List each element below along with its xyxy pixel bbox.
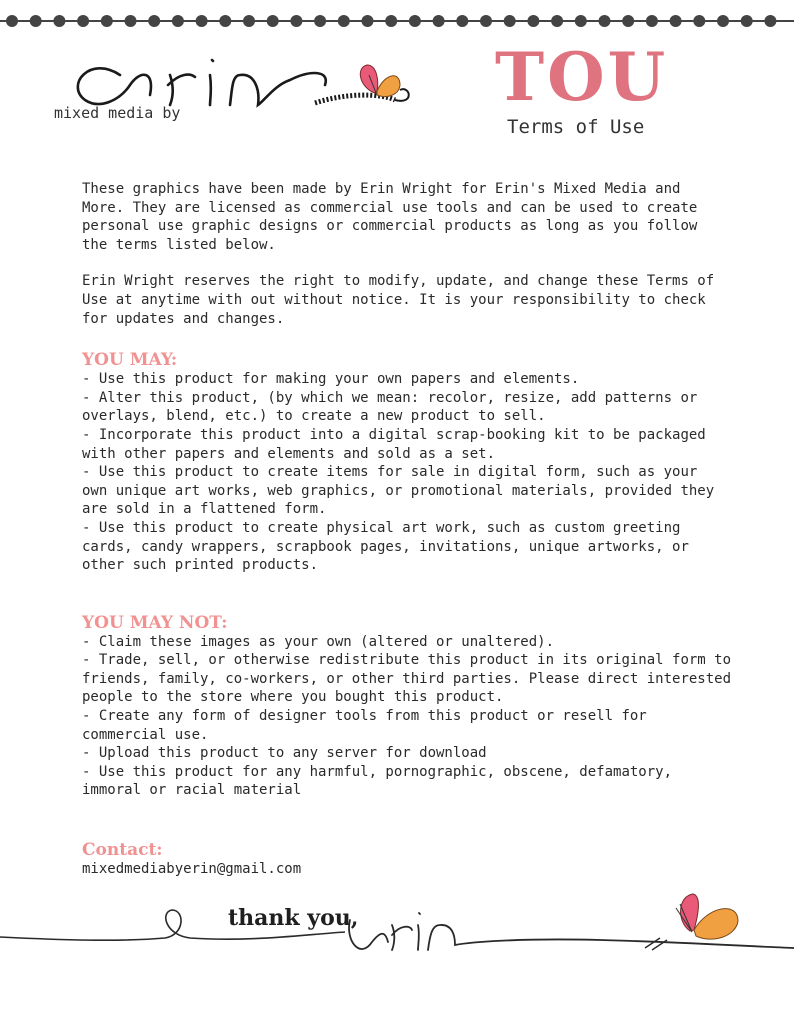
- you-may-heading: YOU MAY:: [82, 350, 178, 371]
- page-subtitle: Terms of Use: [507, 116, 645, 138]
- logo-subtitle: mixed media by: [54, 104, 181, 122]
- list-item: - Use this product to create items for sale in digital form, such as your own unique art works, web graphics, or promotional materials, provided they are sold in a flattened form.: [82, 464, 715, 518]
- contact-heading: Contact:: [82, 840, 163, 861]
- you-may-not-heading: YOU MAY NOT:: [82, 612, 228, 633]
- footer-flourish: [0, 880, 794, 1000]
- thank-you-text: thank you,: [228, 905, 359, 931]
- list-item: - Alter this product, (by which we mean: recolor, resize, add patterns or overlays, blend, etc.) to create a new product to sell.: [82, 389, 698, 425]
- list-item: - Incorporate this product into a digital scrap-booking kit to be packaged with other papers and elements and sold as a set.: [82, 426, 706, 462]
- page-title: TOU: [495, 38, 669, 116]
- list-item: - Trade, sell, or otherwise redistribute this product in its original form to friends, family, co-workers, or other third parties. Please direct interested people to the store where you bought this product.: [82, 652, 732, 706]
- terms-content: [82, 180, 732, 879]
- dotted-border-top: [0, 8, 794, 34]
- list-item: - Upload this product to any server for download: [82, 745, 487, 762]
- butterfly-icon: [360, 65, 400, 97]
- list-item: - Use this product to create physical art work, such as custom greeting cards, candy wrappers, scrapbook pages, invitations, unique artworks, or other such printed products.: [82, 519, 689, 574]
- list-item: - Use this product for making your own papers and elements.: [82, 371, 580, 388]
- contact-email[interactable]: mixedmediabyerin@gmail.com: [82, 861, 302, 878]
- list-item: - Use this product for any harmful, pornographic, obscene, defamatory, immoral or racial material: [82, 763, 673, 799]
- list-item: - Claim these images as your own (altered or unaltered).: [82, 633, 555, 650]
- butterfly-icon: [676, 894, 738, 939]
- intro-paragraph-1: These graphics have been made by Erin Wright for Erin's Mixed Media and More. They are licensed as commercial use tools and can be used to create personal use graphic designs or commercial products as long as you follow the terms listed below.: [82, 181, 698, 253]
- you-may-not-list: [82, 633, 732, 800]
- list-item: - Create any form of designer tools from this product or resell for commercial use.: [82, 708, 647, 743]
- intro-paragraph-2: Erin Wright reserves the right to modify, update, and change these Terms of Use at anytime with out without notice. It is your responsibility to check for updates and changes.: [82, 273, 715, 327]
- you-may-list: [82, 370, 732, 575]
